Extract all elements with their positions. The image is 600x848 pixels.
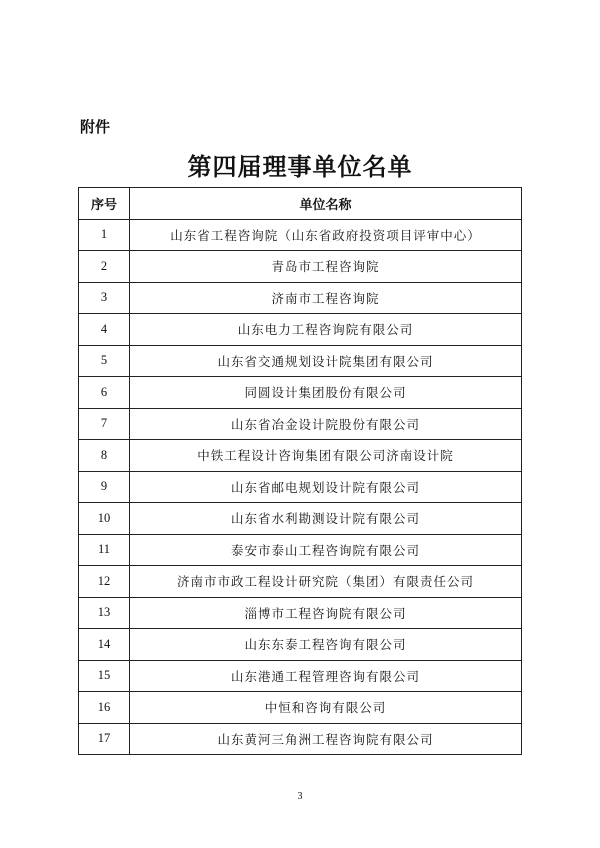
row-unit-name: 山东港通工程管理咨询有限公司 (130, 660, 522, 692)
table-row (79, 251, 522, 283)
row-serial-number: 2 (79, 251, 130, 283)
row-serial-number: 12 (79, 566, 130, 598)
table-row (79, 282, 522, 314)
table-row (79, 440, 522, 472)
row-serial-number: 6 (79, 377, 130, 409)
table-row (79, 377, 522, 409)
row-unit-name: 同圆设计集团股份有限公司 (130, 377, 522, 409)
attachment-label: 附件 (80, 118, 111, 136)
header-unit-name: 单位名称 (130, 188, 522, 220)
row-serial-number: 7 (79, 408, 130, 440)
row-unit-name: 中恒和咨询有限公司 (130, 692, 522, 724)
row-unit-name: 山东省冶金设计院股份有限公司 (130, 408, 522, 440)
table-row (79, 597, 522, 629)
row-unit-name: 济南市工程咨询院 (130, 282, 522, 314)
table-row (79, 566, 522, 598)
row-unit-name: 淄博市工程咨询院有限公司 (130, 597, 522, 629)
row-unit-name: 山东省水利勘测设计院有限公司 (130, 503, 522, 535)
row-unit-name: 济南市市政工程设计研究院（集团）有限责任公司 (130, 566, 522, 598)
row-unit-name: 山东黄河三角洲工程咨询院有限公司 (130, 723, 522, 755)
row-serial-number: 16 (79, 692, 130, 724)
row-unit-name: 中铁工程设计咨询集团有限公司济南设计院 (130, 440, 522, 472)
table-row (79, 219, 522, 251)
row-unit-name: 山东省工程咨询院（山东省政府投资项目评审中心） (130, 219, 522, 251)
row-unit-name: 泰安市泰山工程咨询院有限公司 (130, 534, 522, 566)
row-unit-name: 山东省邮电规划设计院有限公司 (130, 471, 522, 503)
row-serial-number: 10 (79, 503, 130, 535)
row-serial-number: 4 (79, 314, 130, 346)
row-unit-name: 青岛市工程咨询院 (130, 251, 522, 283)
row-serial-number: 14 (79, 629, 130, 661)
page-number: 3 (297, 791, 303, 802)
row-serial-number: 1 (79, 219, 130, 251)
row-serial-number: 8 (79, 440, 130, 472)
table-row (79, 345, 522, 377)
row-serial-number: 9 (79, 471, 130, 503)
row-serial-number: 5 (79, 345, 130, 377)
table-row (79, 314, 522, 346)
table-row (79, 692, 522, 724)
table-header-row (79, 188, 522, 220)
table-body (79, 219, 522, 755)
member-unit-table (78, 187, 522, 755)
table-row (79, 471, 522, 503)
row-serial-number: 13 (79, 597, 130, 629)
table-row (79, 503, 522, 535)
row-serial-number: 17 (79, 723, 130, 755)
table-row (79, 660, 522, 692)
table-row (79, 629, 522, 661)
table-row (79, 723, 522, 755)
document-title: 第四届理事单位名单 (187, 152, 413, 181)
header-serial-number: 序号 (79, 188, 130, 220)
row-serial-number: 11 (79, 534, 130, 566)
table-row (79, 534, 522, 566)
row-unit-name: 山东东泰工程咨询有限公司 (130, 629, 522, 661)
row-unit-name: 山东省交通规划设计院集团有限公司 (130, 345, 522, 377)
row-unit-name: 山东电力工程咨询院有限公司 (130, 314, 522, 346)
table-row (79, 408, 522, 440)
row-serial-number: 3 (79, 282, 130, 314)
row-serial-number: 15 (79, 660, 130, 692)
